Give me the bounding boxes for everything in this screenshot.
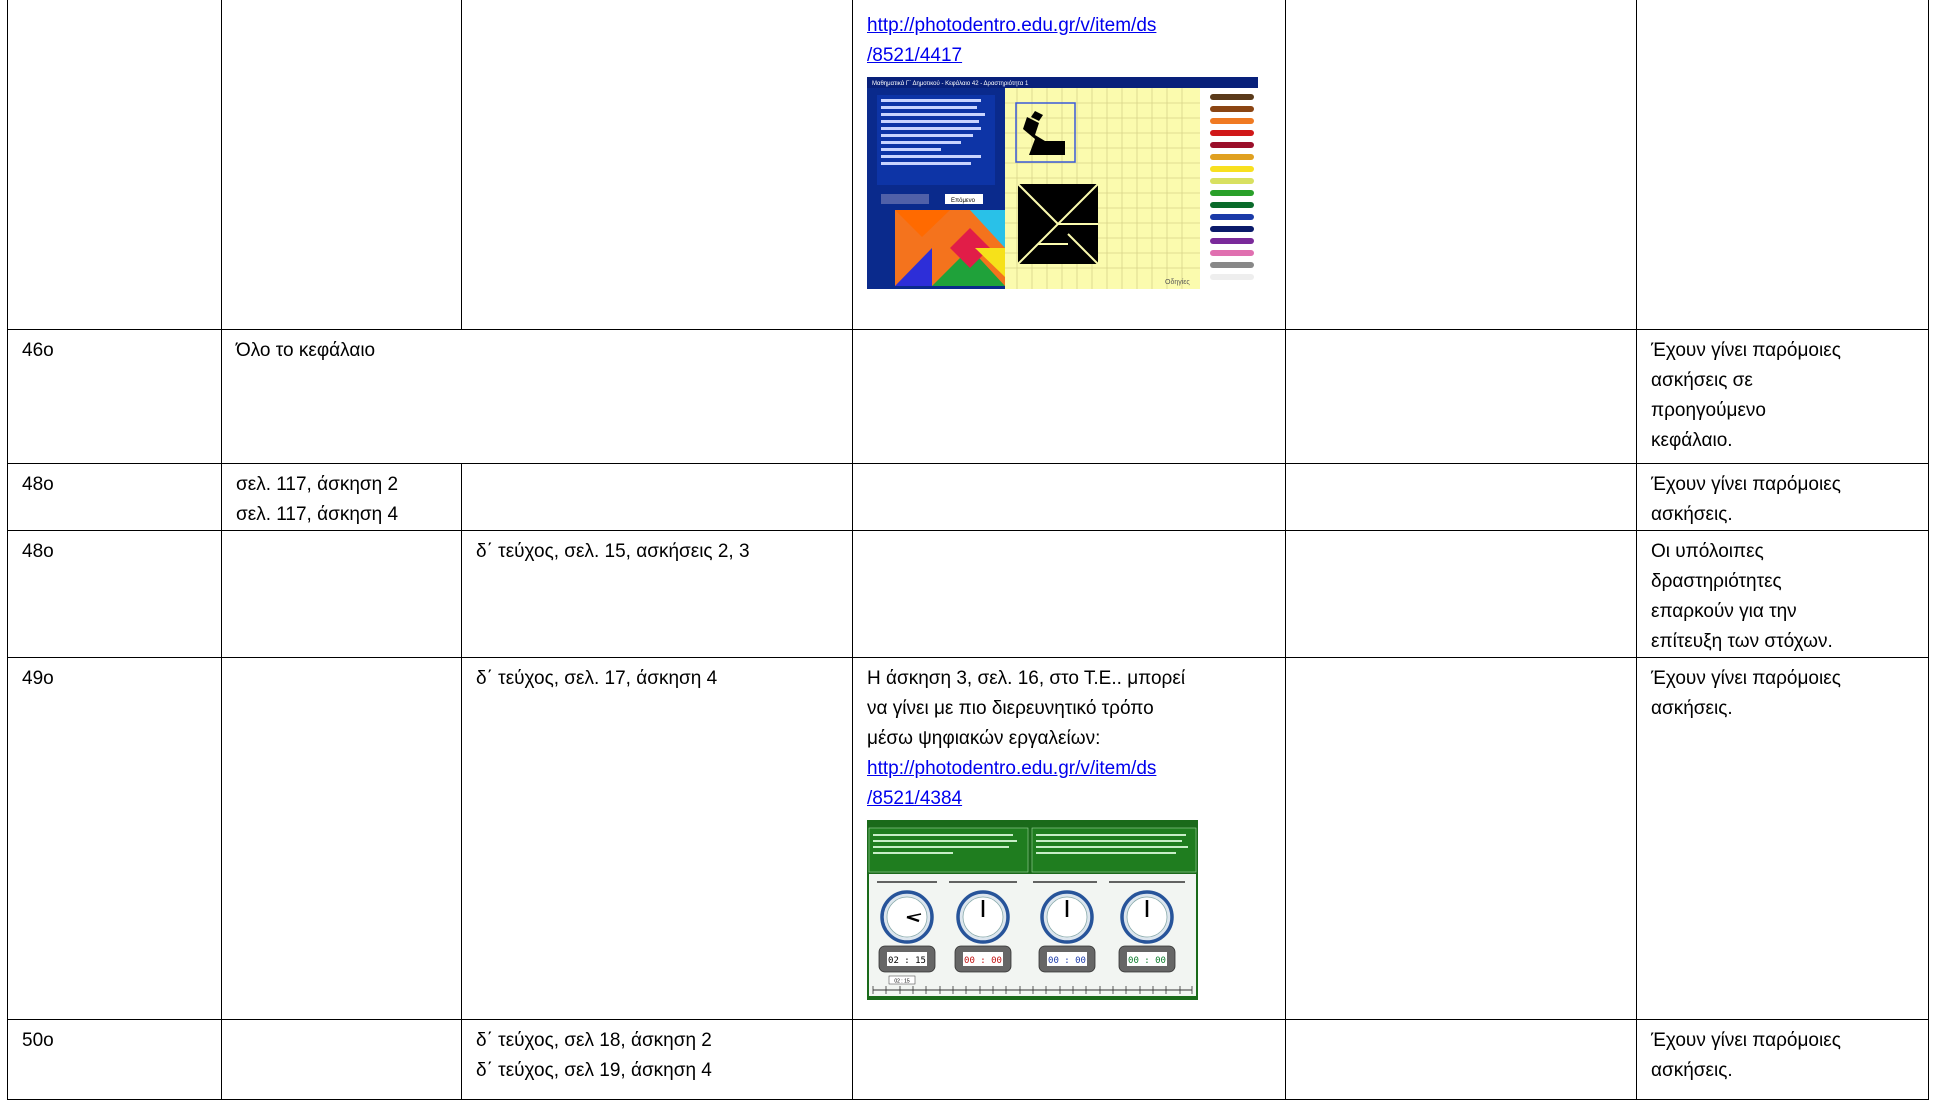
cell-notes [1637,0,1929,330]
cell-col4 [853,531,1286,658]
cell-col5 [1286,658,1637,1020]
svg-text:Οδηγίες: Οδηγίες [1165,279,1190,286]
cell-notes: Οι υπόλοιπες δραστηριότητες επαρκούν για την επίτευξη των στόχων. [1637,531,1929,658]
svg-text:00 : 00: 00 : 00 [1128,956,1166,966]
cell-col5 [1286,531,1637,658]
cell-lesson: 48ο [8,464,222,531]
cell-col3 [462,464,853,531]
cell-col5 [1286,0,1637,330]
cell-col3: δ΄ τεύχος, σελ 18, άσκηση 2 δ΄ τεύχος, σελ 19, άσκηση 4 [462,1020,853,1100]
cell-notes: Έχουν γίνει παρόμοιες ασκήσεις σε προηγούμενο κεφάλαιο. [1637,330,1929,464]
analog-clock-2[interactable] [958,892,1008,942]
table-row [8,464,1929,531]
svg-text:02 : 15: 02 : 15 [894,978,910,985]
cell-col3: δ΄ τεύχος, σελ. 15, ασκήσεις 2, 3 [462,531,853,658]
cell-col4 [853,1020,1286,1100]
cell-notes: Έχουν γίνει παρόμοιες ασκήσεις. [1637,464,1929,531]
cell-col2: σελ. 117, άσκηση 2 σελ. 117, άσκηση 4 [222,464,462,531]
analog-clock-4[interactable] [1122,892,1172,942]
tangram-activity-screenshot [867,77,1271,299]
cell-col4: Η άσκηση 3, σελ. 16, στο Τ.Ε.. μπορεί να γίνει με πιο διερευνητικό τρόπο μέσω ψηφιακών εργαλείων: http://photodentro.edu.gr/v/item/ds /8521/4384 02 : 15 00 : 00 00 : 00 00 : 00 02 : 15 [853,658,1286,1020]
photodentro-link[interactable]: http://photodentro.edu.gr/v/item/ds /8521/4417 [867,15,1157,66]
cell-col4 [853,330,1286,464]
svg-text:00 : 00: 00 : 00 [1048,956,1086,966]
analog-clock-1[interactable] [882,892,932,942]
cell-lesson: 46ο [8,330,222,464]
cell-col4 [853,464,1286,531]
analog-clock-3[interactable] [1042,892,1092,942]
cell-col3: δ΄ τεύχος, σελ. 17, άσκηση 4 [462,658,853,1020]
cell-notes: Έχουν γίνει παρόμοιες ασκήσεις. [1637,658,1929,1020]
cell-col2 [222,658,462,1020]
activity-table [7,0,1929,1100]
table-row [8,330,1929,464]
cell-lesson [8,0,222,330]
cell-col5 [1286,1020,1637,1100]
cell-col2 [222,1020,462,1100]
cell-notes: Έχουν γίνει παρόμοιες ασκήσεις. [1637,1020,1929,1100]
cell-col2 [222,531,462,658]
table-row [8,0,1929,330]
table-row [8,531,1929,658]
cell-col4 [853,0,1286,330]
table-row [8,658,1929,1020]
svg-text:Επόμενο: Επόμενο [951,198,975,204]
svg-text:00 : 00: 00 : 00 [964,956,1002,966]
svg-text:Μαθηματικά Γ΄ Δημοτικού - Κεφά: Μαθηματικά Γ΄ Δημοτικού - Κεφάλαιο 42 - Δραστηριότητα 1 [872,81,1029,87]
clocks-activity-screenshot [867,820,1271,1010]
cell-col2: Όλο το κεφάλαιο [222,330,853,464]
cell-col5 [1286,330,1637,464]
cell-lesson: 49ο [8,658,222,1020]
cell-col2 [222,0,462,330]
cell-col5 [1286,464,1637,531]
cell-lesson: 50ο [8,1020,222,1100]
cell-lesson: 48ο [8,531,222,658]
cell-col3 [462,0,853,330]
svg-text:02 : 15: 02 : 15 [888,956,926,966]
photodentro-link[interactable]: http://photodentro.edu.gr/v/item/ds /8521/4384 [867,758,1157,809]
table-row [8,1020,1929,1100]
